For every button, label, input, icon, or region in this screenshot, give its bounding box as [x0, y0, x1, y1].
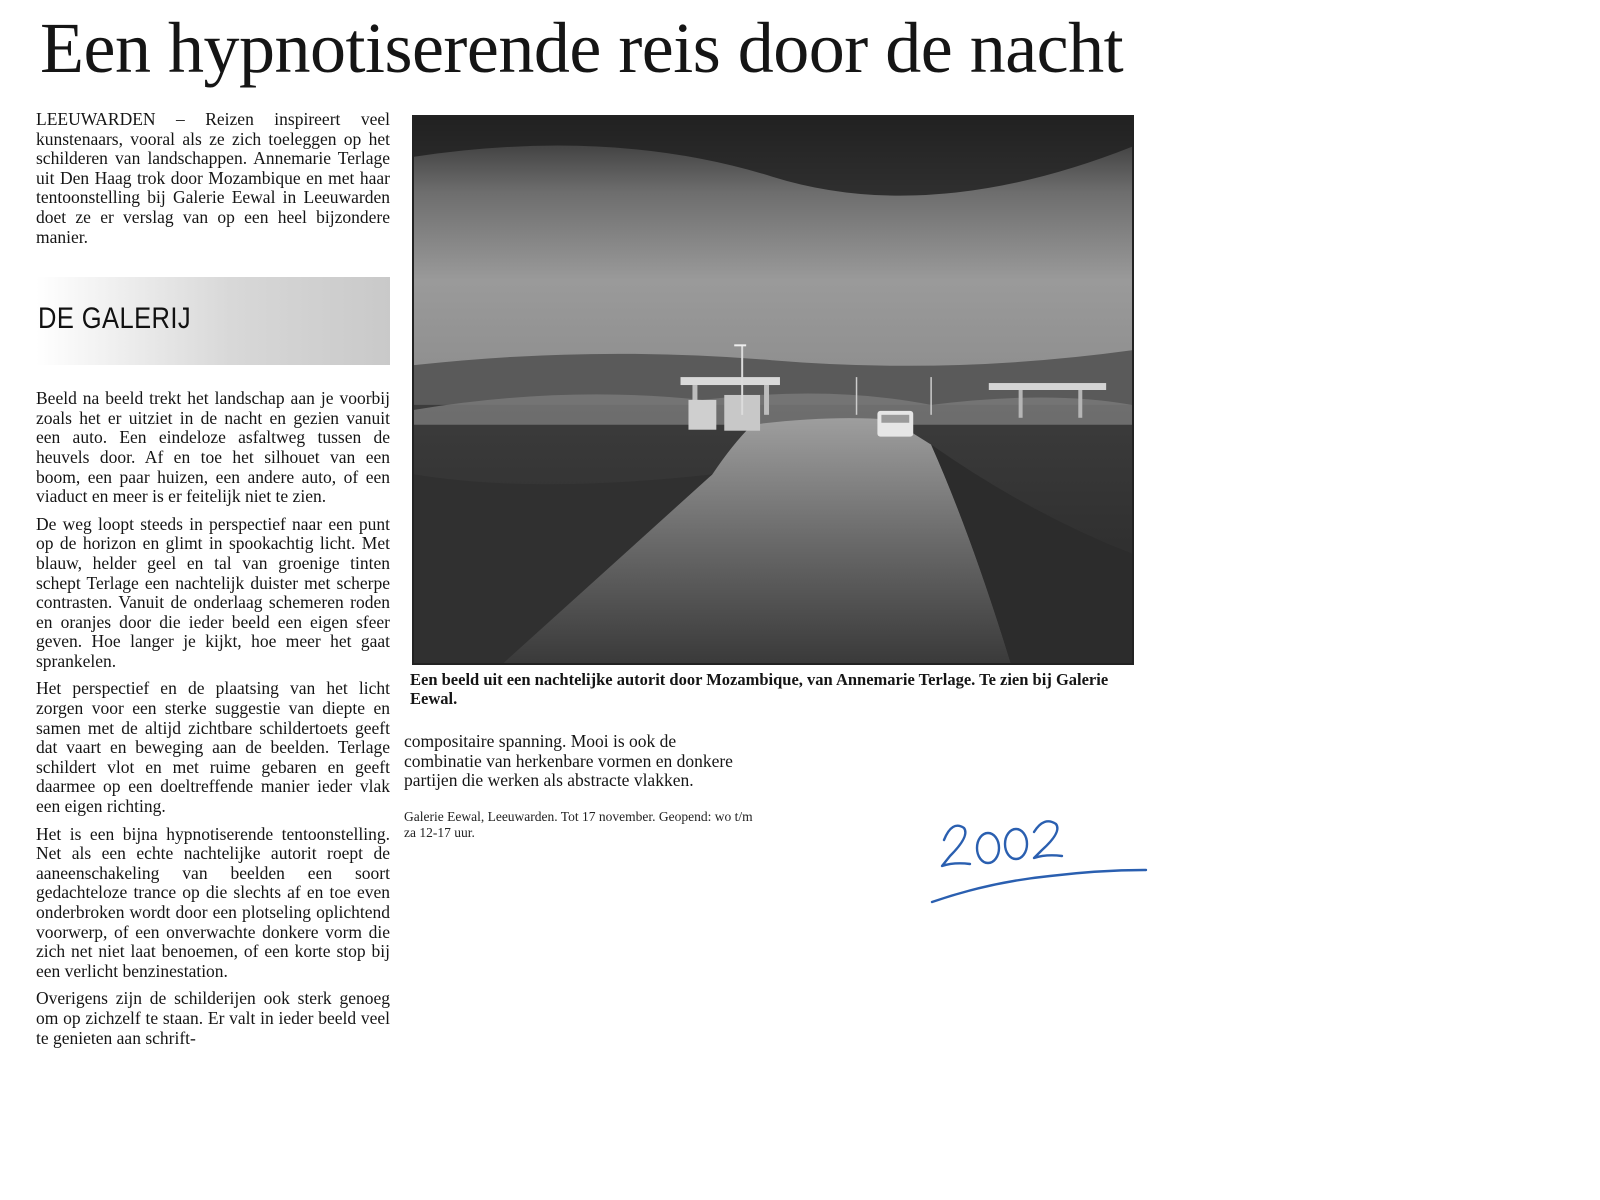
body-paragraph: De weg loopt steeds in perspectief naar een punt op de horizon en glimt in spookachtig licht. Met blauw, helder geel en tal van groenige tinten schept Terlage een nachtelijk duister met scherpe contrasten. Vanuit de onderlaag schemeren roden en oranjes door die ieder beeld een eigen sfeer geven. Hoe langer je kijkt, hoe meer het gaat sprankelen. — [36, 513, 390, 671]
handwritten-annotation-2002 — [930, 810, 1150, 930]
continuation-paragraph: compositaire spanning. Mooi is ook de combinatie van herkenbare vormen en donkere partijen die werken als abstracte vlakken. — [404, 731, 733, 791]
painting-photo — [412, 115, 1134, 665]
photo-caption: Een beeld uit een nachtelijke autorit door Mozambique, van Annemarie Terlage. Te zien bij Galerie Eewal. — [410, 670, 1109, 708]
night-road-painting-image — [414, 117, 1132, 663]
exhibition-info: Galerie Eewal, Leeuwarden. Tot 17 november. Geopend: wo t/m za 12-17 uur. — [404, 808, 753, 840]
body-paragraph: Het is een bijna hypnotiserende tentoonstelling. Net als een echte nachtelijke autorit roept de aaneenschakeling van beelden een soort gedachteloze trance op die slechts af en toe even onderbroken wordt door een plotseling oplichtend voorwerp, of een onverwachte donkere vorm die zich net niet laat benoemen, of een korte stop bij een verlicht benzinestation. — [36, 823, 390, 981]
body-paragraph: Het perspectief en de plaatsing van het licht zorgen voor een sterke suggestie van diepte en samen met de altijd zichtbare schildertoets geeft dat vaart en beweging aan de beelden. Terlage schildert vlot en met ruime gebaren en geeft daarmee op een doeltreffende manier ieder vlak een eigen richting. — [36, 678, 390, 817]
intro-paragraph: LEEUWARDEN – Reizen inspireert veel kunstenaars, vooral als ze zich toeleggen op het schilderen van landschappen. Annemarie Terlage uit Den Haag trok door Mozambique en met haar tentoonstelling bij Galerie Eewal in Leeuwarden doet ze er verslag van op een heel bijzondere manier. — [36, 109, 390, 247]
section-heading: DE GALERIJ — [38, 302, 192, 336]
body-paragraph: Overigens zijn de schilderijen ook sterk genoeg om op zichzelf te staan. Er valt in ieder beeld veel te genieten aan schrift- — [36, 988, 390, 1048]
article-column-left — [36, 110, 390, 1056]
body-paragraph: Beeld na beeld trekt het landschap aan je voorbij zoals het er uitziet in de nacht en gezien vanuit een auto. Een eindeloze asfaltweg tussen de heuvels door. Af en toe het silhouet van een boom, een paar huizen, een andere auto, of een viaduct en meer is er feitelijk niet te zien. — [36, 388, 390, 507]
section-heading-box — [36, 277, 390, 365]
article-column-middle — [404, 732, 756, 841]
headline: Een hypnotiserende reis door de nacht — [40, 8, 1124, 88]
